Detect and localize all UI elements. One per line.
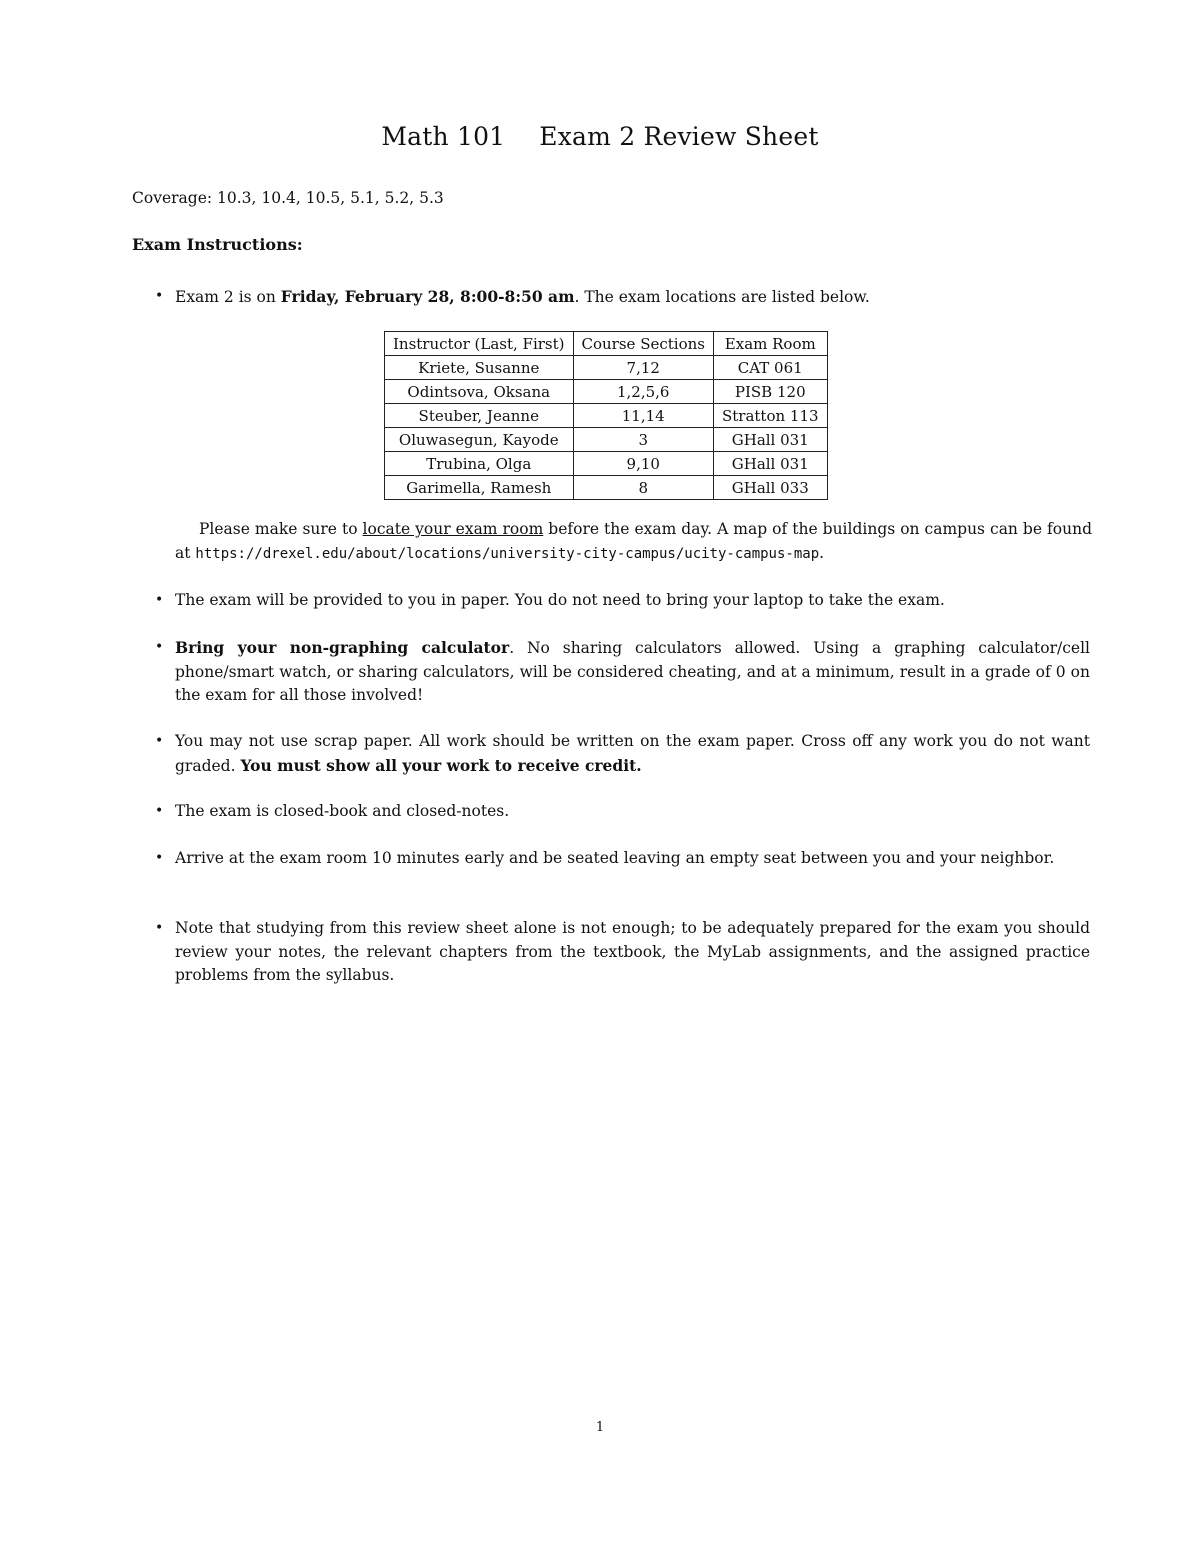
table-cell: 3 — [573, 428, 713, 452]
table-cell: 9,10 — [573, 452, 713, 476]
campus-map-url[interactable]: https://drexel.edu/about/locations/university-city-campus/ucity-campus-map — [195, 546, 820, 562]
calculator-emphasis: Bring your non-graphing calculator — [175, 638, 510, 657]
locate-room-emphasis: locate your exam room — [362, 520, 544, 538]
exam-datetime: Friday, February 28, 8:00-8:50 am — [280, 287, 575, 306]
bullet-arrive-early: • Arrive at the exam room 10 minutes early and be seated leaving an empty seat between you and your neighbor. — [155, 847, 1090, 871]
page-number: 1 — [595, 1420, 605, 1435]
bullet-icon: • — [155, 288, 164, 304]
table-cell: Garimella, Ramesh — [385, 476, 574, 500]
table-row — [385, 428, 828, 452]
table-cell: CAT 061 — [713, 356, 827, 380]
table-cell: GHall 031 — [713, 452, 827, 476]
bullet-icon: • — [155, 850, 164, 866]
table-cell: Trubina, Olga — [385, 452, 574, 476]
table-row — [385, 404, 828, 428]
table-cell: GHall 031 — [713, 428, 827, 452]
instructions-heading: Exam Instructions: — [132, 235, 303, 254]
table-row — [385, 380, 828, 404]
table-cell: Steuber, Jeanne — [385, 404, 574, 428]
table-cell: Kriete, Susanne — [385, 356, 574, 380]
bullet-calculator: • Bring your non-graphing calculator. No sharing calculators allowed. Using a graphing calculator/cell phone/smart watch, or sharing calculators, will be considered cheating, and at a minimum, result in a grade of 0 on the exam for all those involved! — [155, 638, 1090, 704]
exam-room-table — [384, 331, 828, 500]
table-header-cell: Instructor (Last, First) — [385, 332, 574, 356]
coverage-line: Coverage: 10.3, 10.4, 10.5, 5.1, 5.2, 5.3 — [132, 189, 444, 207]
bullet-study-note: • Note that studying from this review sheet alone is not enough; to be adequately prepared for the exam you should review your notes, the relevant chapters from the textbook, the MyLab assignments, and the assigned practice problems from the syllabus. — [155, 919, 1090, 984]
table-cell: 8 — [573, 476, 713, 500]
table-cell: 11,14 — [573, 404, 713, 428]
exam-name: Exam 2 Review Sheet — [539, 122, 819, 151]
table-cell: GHall 033 — [713, 476, 827, 500]
bullet-exam-date: • Exam 2 is on Friday, February 28, 8:00-8:50 am. The exam locations are listed below. — [155, 285, 1090, 310]
table-row — [385, 356, 828, 380]
page-title — [0, 122, 1200, 151]
course-name: Math 101 — [381, 122, 506, 151]
bullet-icon: • — [155, 920, 164, 936]
bullet-icon: • — [155, 733, 164, 749]
table-cell: Stratton 113 — [713, 404, 827, 428]
bullet-paper-exam: • The exam will be provided to you in paper. You do not need to bring your laptop to take the exam. — [155, 589, 1090, 613]
bullet-icon: • — [155, 639, 164, 655]
campus-map-paragraph: Please make sure to locate your exam room before the exam day. A map of the buildings on campus can be found at https://drexel.edu/about/locations/university-city-campus/ucity-campus-map. — [175, 520, 1092, 562]
table-cell: 7,12 — [573, 356, 713, 380]
table-cell: PISB 120 — [713, 380, 827, 404]
bullet-closed-book: • The exam is closed-book and closed-notes. — [155, 800, 1090, 824]
table-header-row — [385, 332, 828, 356]
show-work-emphasis: You must show all your work to receive credit. — [240, 755, 642, 775]
bullet-icon: • — [155, 592, 164, 608]
table-header-cell: Course Sections — [573, 332, 713, 356]
table-cell: 1,2,5,6 — [573, 380, 713, 404]
table-row — [385, 476, 828, 500]
bullet-scrap-paper: • You may not use scrap paper. All work should be written on the exam paper. Cross off any work you do not want graded. You must show all your work to receive credit. — [155, 732, 1090, 775]
table-header-cell: Exam Room — [713, 332, 827, 356]
bullet-icon: • — [155, 803, 164, 819]
table-cell: Oluwasegun, Kayode — [385, 428, 574, 452]
table-row — [385, 452, 828, 476]
table-cell: Odintsova, Oksana — [385, 380, 574, 404]
